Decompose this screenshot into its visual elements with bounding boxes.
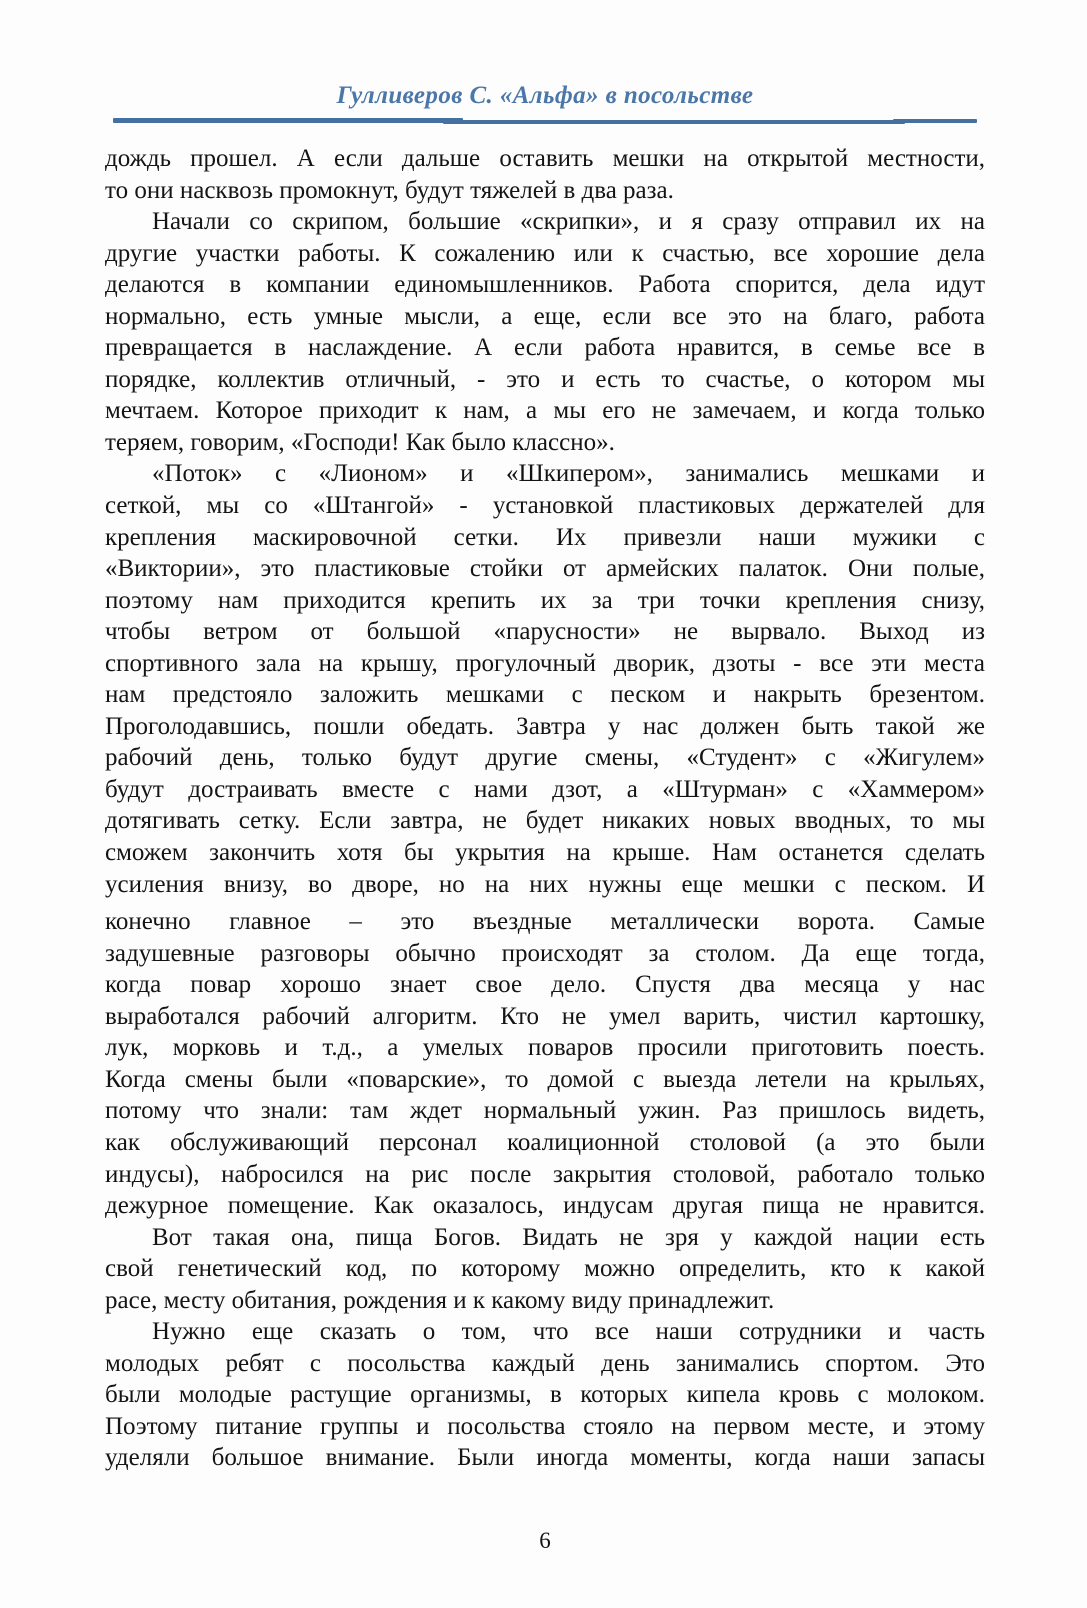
text-line: нормально, есть умные мысли, а еще, если все это на благо, работа (105, 302, 985, 330)
text-line: Начали со скрипом, большие «скрипки», и я сразу отправил их на (152, 208, 985, 236)
text-line: усиления внизу, во дворе, но на них нужны еще мешки с песком. И (105, 870, 985, 898)
text-line: «Виктории», это пластиковые стойки от армейских палаток. Они полые, (105, 555, 985, 583)
text-line: лук, морковь и т.д., а умелых поваров просили приготовить поесть. (105, 1034, 985, 1062)
text-line: рабочий день, только будут другие смены, «Студент» с «Жигулем» (105, 744, 985, 772)
rule-segment (443, 120, 905, 125)
text-line: Нужно еще сказать о том, что все наши сотрудники и часть (152, 1318, 985, 1346)
text-line: задушевные разговоры обычно происходят за столом. Да еще тогда, (105, 939, 985, 967)
text-line: выработался рабочий алгоритм. Кто не умел варить, чистил картошку, (105, 1002, 985, 1030)
text-line: когда повар хорошо знает свое дело. Спустя два месяца у нас (105, 971, 985, 999)
text-line: дотягивать сетку. Если завтра, не будет никаких новых вводных, то мы (105, 807, 985, 835)
text-line: Вот такая она, пища Богов. Видать не зря у каждой нации есть (152, 1223, 985, 1251)
text-line: дежурное помещение. Как оказалось, индусам другая пища не нравится. (105, 1192, 985, 1220)
text-line: то они насквозь промокнут, будут тяжелей в два раза. (105, 176, 674, 204)
header-rule (105, 117, 985, 126)
text-line: дождь прошел. А если дальше оставить мешки на открытой местности, (105, 145, 985, 172)
text-line: индусы), набросился на рис после закрытия столовой, работало только (105, 1160, 985, 1188)
text-line: сеткой, мы со «Штангой» - установкой пластиковых держателей для (105, 492, 985, 520)
text-line: свой генетический код, по которому можно определить, кто к какой (105, 1255, 985, 1283)
text-line: Когда смены были «поварские», то домой с выезда летели на крыльях, (105, 1065, 985, 1093)
text-line: Проголодавшись, пошли обедать. Завтра у нас должен быть такой же (105, 712, 985, 740)
body-text (105, 143, 985, 1474)
text-line: молодых ребят с посольства каждый день занимались спортом. Это (105, 1349, 985, 1377)
text-line: как обслуживающий персонал коалиционной столовой (а это были (105, 1128, 985, 1156)
text-line: мечтаем. Которое приходит к нам, а мы его не замечаем, и когда только (105, 397, 985, 425)
text-line: были молодые растущие организмы, в которых кипела кровь с молоком. (105, 1381, 985, 1409)
rule-segment (893, 119, 977, 124)
text-line: поэтому нам приходится крепить их за три точки крепления снизу, (105, 586, 985, 614)
running-title: Гулливеров С. «Альфа» в посольстве (336, 82, 754, 109)
text-line: делаются в компании единомышленников. Работа спорится, дела идут (105, 271, 985, 299)
text-line: крепления маскировочной сетки. Их привезли наши мужики с (105, 523, 985, 551)
text-line: превращается в наслаждение. А если работа нравится, в семье все в (105, 334, 985, 362)
text-line: уделяли большое внимание. Были иногда моменты, когда наши запасы (105, 1444, 985, 1472)
page-content (105, 0, 985, 1474)
page-footer (105, 1528, 985, 1554)
text-line: другие участки работы. К сожалению или к счастью, все хорошие дела (105, 239, 985, 267)
page-header (105, 82, 985, 126)
text-line: чтобы ветром от большой «парусности» не вырвало. Выход из (105, 618, 985, 646)
text-line: порядке, коллектив отличный, - это и есть то счастье, о котором мы (105, 365, 985, 393)
text-line: теряем, говорим, «Господи! Как было классно». (105, 428, 615, 456)
rule-segment (113, 118, 463, 123)
text-line: будут достраивать вместе с нами дзот, а «Штурман» с «Хаммером» (105, 775, 985, 803)
text-line: конечно главное – это въездные металлически ворота. Самые (105, 908, 985, 936)
text-line: «Поток» с «Лионом» и «Шкипером», занимались мешками и (152, 460, 985, 488)
text-line: расе, месту обитания, рождения и к какому виду принадлежит. (105, 1286, 775, 1314)
text-line: сможем закончить хотя бы укрытия на крыше. Нам останется сделать (105, 839, 985, 867)
text-line: нам предстояло заложить мешками с песком и накрыть брезентом. (105, 681, 985, 709)
text-line: спортивного зала на крышу, прогулочный дворик, дзоты - все эти места (105, 649, 985, 677)
text-line: Поэтому питание группы и посольства стояло на первом месте, и этому (105, 1412, 985, 1440)
text-line: потому что знали: там ждет нормальный ужин. Раз пришлось видеть, (105, 1097, 985, 1125)
page-number: 6 (539, 1528, 551, 1553)
